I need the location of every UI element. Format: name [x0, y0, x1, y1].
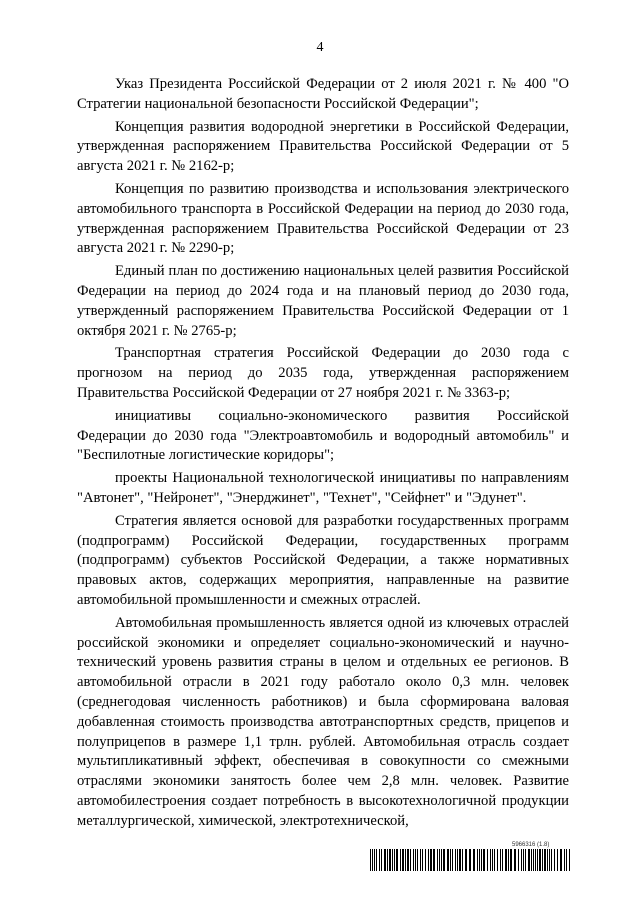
paragraph-strategy-basis: Стратегия является основой для разработки государственных программ (подпрограмм) Российской Федерации, государственных программ (подпрограмм) субъектов Российской Федерации, а также нормативных правовых актов, содержащих мероприятия, направленные на развитие автомобильной промышленности и смежных отраслей. [77, 512, 569, 608]
barcode [370, 849, 570, 871]
document-code: 5966316 (1.8) [512, 842, 550, 848]
paragraph-automotive-industry: Автомобильная промышленность является одной из ключевых отраслей российской экономики и определяет социально-экономический и научно-технический уровень развития страны в целом и отдельных ее регионов. В автомобильной отрасли в 2021 году работало около 0,3 млн. человек (среднегодовая численность работников) и была сформирована валовая добавленная стоимость производства автотранспортных средств, прицепов и полуприцепов в размере 1,1 трлн. рублей. Автомобильная отрасль создает мультипликативный эффект, обеспечивая в совокупности со смежными отраслями экономики занятость более чем 2,8 млн. человек. Развитие автомобилестроения создает потребность в высокотехнологичной продукции металлургической, химической, электротехнической, [77, 614, 569, 829]
paragraph-transport-strategy: Транспортная стратегия Российской Федерации до 2030 года с прогнозом на период до 2035 года, утвержденная распоряжением Правительства Российской Федерации от 27 ноября 2021 г. № 3363-р; [77, 345, 569, 401]
paragraph-electric-transport-concept: Концепция по развитию производства и использования электрического автомобильного транспорта в Российской Федерации на период до 2030 года, утвержденная распоряжением Правительства Российской Федерации от 23 августа 2021 г. № 2290-р; [77, 180, 569, 257]
paragraph-hydrogen-concept: Концепция развития водородной энергетики в Российской Федерации, утвержденная распоряжением Правительства Российской Федерации от 5 августа 2021 г. № 2162-р; [77, 118, 569, 175]
paragraph-initiatives: инициативы социально-экономического развития Российской Федерации до 2030 года "Электроавтомобиль и водородный автомобиль" и "Беспилотные логистические коридоры"; [77, 407, 569, 464]
page-number: 4 [316, 40, 324, 55]
document-body [77, 75, 569, 834]
paragraph-nti-projects: проекты Национальной технологической инициативы по направлениям "Автонет", "Нейронет", "Энерджинет", "Технет", "Сейфнет" и "Эдунет". [77, 470, 569, 506]
paragraph-unified-plan: Единый план по достижению национальных целей развития Российской Федерации на период до 2024 года и на плановый период до 2030 года, утвержденный распоряжением Правительства Российской Федерации от 1 октября 2021 г. № 2765-р; [77, 263, 569, 339]
paragraph-decree-security-strategy: Указ Президента Российской Федерации от 2 июля 2021 г. № 400 "О Стратегии национальной безопасности Российской Федерации"; [77, 76, 569, 112]
